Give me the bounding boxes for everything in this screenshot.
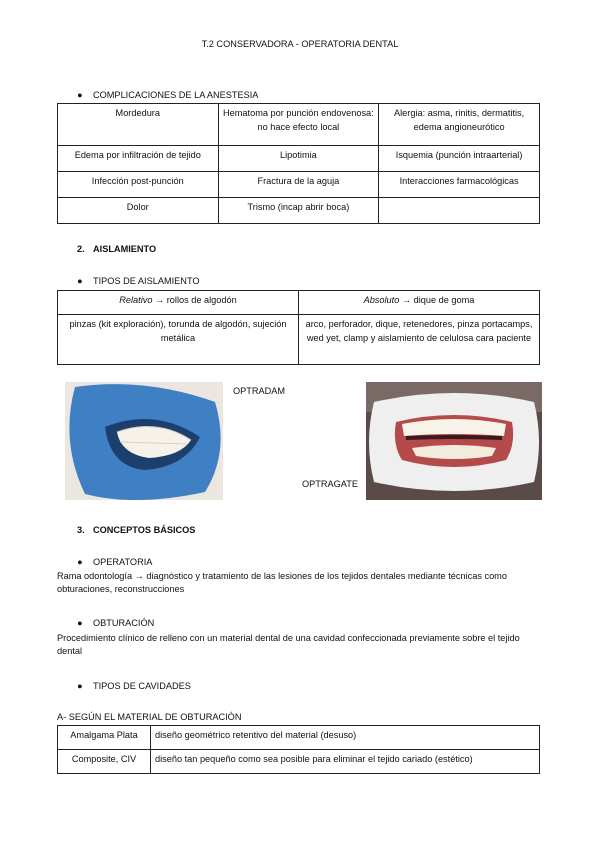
table-row (58, 172, 540, 198)
table-row (58, 726, 540, 750)
table-cell: Hematoma por punción endovenosa: no hace efecto local (218, 104, 379, 146)
table-cell (379, 198, 540, 224)
optradam-photo (65, 382, 223, 500)
page-title: T.2 CONSERVADORA - OPERATORIA DENTAL (201, 39, 399, 49)
table-cell: Mordedura (58, 104, 219, 146)
table-cell: Trismo (incap abrir boca) (218, 198, 379, 224)
cavities-table (57, 725, 540, 774)
table-cell: pinzas (kit exploración), torunda de algodón, sujeción metálica (58, 315, 299, 365)
table-row (58, 146, 540, 172)
optragate-photo (366, 382, 542, 500)
complications-heading: ● COMPLICACIONES DE LA ANESTESIA (77, 89, 258, 102)
table-cell: Dolor (58, 198, 219, 224)
table-cell: Isquemia (punción intraarterial) (379, 146, 540, 172)
table-cell: Relativo → rollos de algodón (58, 291, 299, 315)
operatoria-heading: ● OPERATORIA (77, 556, 152, 569)
table-row (58, 291, 540, 315)
obturacion-text: Procedimiento clínico de relleno con un material dental de una cavidad confeccionada previamente sobre el tejido dental (57, 633, 520, 657)
table-cell: Lipotimia (218, 146, 379, 172)
bullet-icon: ● (77, 681, 83, 691)
bullet-icon: ● (77, 557, 83, 567)
table-row (58, 315, 540, 365)
bullet-icon: ● (77, 90, 83, 100)
table-cell: Composite, CIV (58, 750, 151, 774)
section-heading-conceptos: 3. CONCEPTOS BÁSICOS (77, 525, 196, 535)
cavidades-subheading: A- SEGÚN EL MATERIAL DE OBTURACIÓN (57, 712, 242, 722)
table-cell: Fractura de la aguja (218, 172, 379, 198)
table-cell: Absoluto → dique de goma (299, 291, 540, 315)
optragate-label: OPTRAGATE (302, 479, 358, 489)
bullet-icon: ● (77, 618, 83, 628)
table-cell: diseño geométrico retentivo del material (desuso) (151, 726, 540, 750)
table-cell: Amalgama Plata (58, 726, 151, 750)
table-row (58, 750, 540, 774)
optradam-label: OPTRADAM (233, 386, 286, 396)
table-cell: Infección post-punción (58, 172, 219, 198)
table-cell: Alergia: asma, rinitis, dermatitis, edema angioneurótico (379, 104, 540, 146)
bullet-icon: ● (77, 276, 83, 286)
section-heading-aislamiento: 2. AISLAMIENTO (77, 244, 157, 254)
obturacion-heading: ● OBTURACIÓN (77, 617, 154, 630)
isolation-table (57, 290, 540, 365)
table-cell: diseño tan pequeño como sea posible para eliminar el tejido cariado (estético) (151, 750, 540, 774)
table-row (58, 104, 540, 146)
operatoria-text: Rama odontología → diagnóstico y tratamiento de las lesiones de los tejidos dentales mediante técnicas como obturaciones, reconstrucciones (57, 571, 507, 595)
complications-table (57, 103, 540, 224)
isolation-types-heading: ● TIPOS DE AISLAMIENTO (77, 275, 200, 288)
table-cell: Interacciones farmacológicas (379, 172, 540, 198)
table-cell: Edema por infiltración de tejido (58, 146, 219, 172)
cavidades-heading: ● TIPOS DE CAVIDADES (77, 680, 191, 693)
table-cell: arco, perforador, dique, retenedores, pinza portacamps, wed yet, clamp y aislamiento de celulosa cara paciente (299, 315, 540, 365)
table-row (58, 198, 540, 224)
